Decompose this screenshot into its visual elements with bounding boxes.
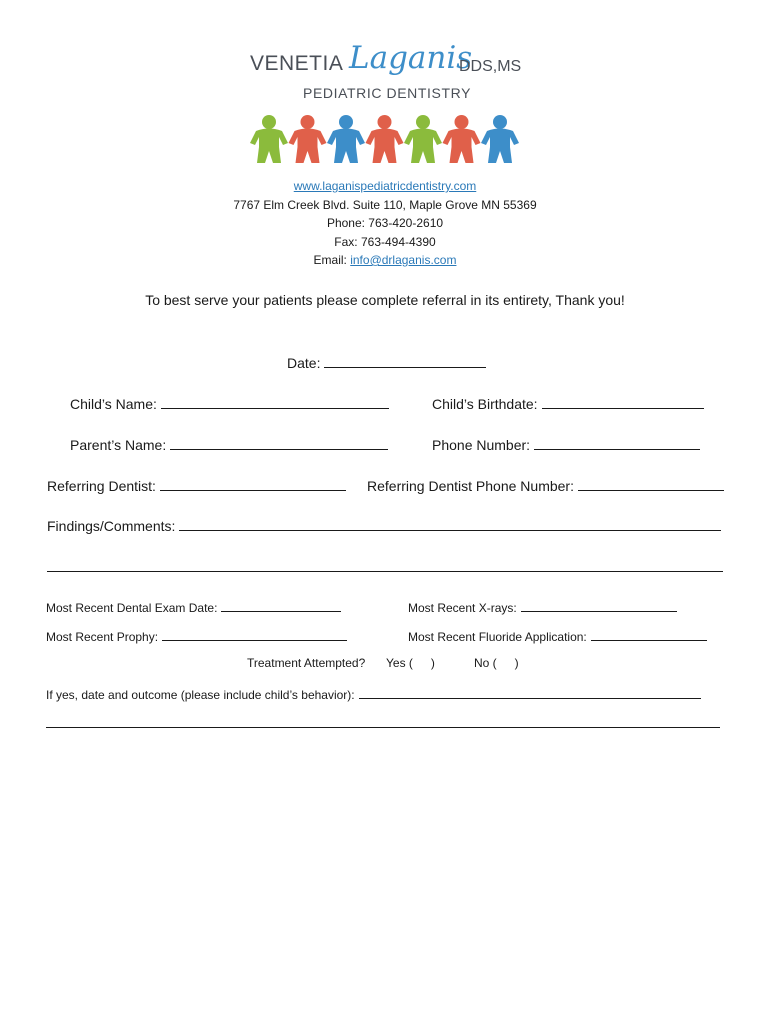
logo-person-figure xyxy=(404,115,442,163)
recent-fluoride-field[interactable] xyxy=(408,627,707,644)
phone-number-label: Phone Number: xyxy=(432,437,531,453)
findings-label: Findings/Comments: xyxy=(47,518,176,534)
recent-prophy-field[interactable] xyxy=(46,627,347,644)
findings-blank[interactable] xyxy=(179,517,721,531)
childs-birthdate-blank[interactable] xyxy=(542,395,704,409)
date-field[interactable] xyxy=(287,354,486,371)
if-yes-label: If yes, date and outcome (please include child’s behavior): xyxy=(46,688,355,702)
no-label: No ( xyxy=(474,656,497,670)
parents-name-blank[interactable] xyxy=(170,436,388,450)
parents-name-field[interactable] xyxy=(70,436,388,453)
logo-person-figure xyxy=(443,115,481,163)
yes-option[interactable] xyxy=(386,656,435,670)
logo-person-figure xyxy=(481,115,519,163)
parents-name-label: Parent’s Name: xyxy=(70,437,167,453)
recent-exam-label: Most Recent Dental Exam Date: xyxy=(46,601,218,615)
address: 7767 Elm Creek Blvd. Suite 110, Maple Grove MN 55369 xyxy=(233,198,537,212)
logo-name-last: Laganis xyxy=(349,40,473,76)
no-close: ) xyxy=(514,656,519,670)
recent-prophy-label: Most Recent Prophy: xyxy=(46,630,159,644)
treatment-attempted-row xyxy=(247,656,365,670)
recent-fluoride-label: Most Recent Fluoride Application: xyxy=(408,630,587,644)
email-row xyxy=(0,253,770,267)
if-yes-field[interactable] xyxy=(46,685,701,702)
phone: Phone: 763-420-2610 xyxy=(326,216,444,230)
recent-xrays-label: Most Recent X-rays: xyxy=(408,601,517,615)
logo-person-figure xyxy=(366,115,404,163)
email-link[interactable]: info@drlaganis.com xyxy=(350,253,457,267)
recent-exam-field[interactable] xyxy=(46,598,341,615)
referring-dentist-phone-field[interactable] xyxy=(367,477,724,494)
findings-extra-line[interactable] xyxy=(47,571,723,572)
findings-field[interactable] xyxy=(47,517,721,534)
phone-number-field[interactable] xyxy=(432,436,700,453)
referring-dentist-field[interactable] xyxy=(47,477,346,494)
logo-credentials: DDS,MS xyxy=(459,58,522,75)
referring-dentist-label: Referring Dentist: xyxy=(47,478,156,494)
email-label: Email: xyxy=(313,253,351,267)
childs-name-field[interactable] xyxy=(70,395,389,412)
if-yes-extra-line[interactable] xyxy=(46,727,720,728)
recent-exam-blank[interactable] xyxy=(221,598,341,612)
date-blank[interactable] xyxy=(324,354,486,368)
childs-name-label: Child’s Name: xyxy=(70,396,157,412)
childs-birthdate-label: Child’s Birthdate: xyxy=(432,396,538,412)
logo-person-figure xyxy=(289,115,327,163)
date-label: Date: xyxy=(287,355,321,371)
logo-person-figure xyxy=(250,115,288,163)
recent-prophy-blank[interactable] xyxy=(162,627,347,641)
logo-people-icon xyxy=(248,113,523,165)
logo-person-figure xyxy=(327,115,365,163)
if-yes-blank[interactable] xyxy=(359,685,701,699)
logo-subtitle: PEDIATRIC DENTISTRY xyxy=(303,85,472,101)
no-option[interactable] xyxy=(474,656,519,670)
intro-text: To best serve your patients please complete referral in its entirety, Thank you! xyxy=(145,292,625,308)
logo-name-first: VENETIA xyxy=(250,52,344,75)
yes-label: Yes ( xyxy=(386,656,413,670)
treatment-attempted-label: Treatment Attempted? xyxy=(247,656,366,670)
referring-dentist-phone-blank[interactable] xyxy=(578,477,724,491)
recent-xrays-field[interactable] xyxy=(408,598,677,615)
referring-dentist-blank[interactable] xyxy=(160,477,346,491)
yes-close: ) xyxy=(430,656,435,670)
phone-number-blank[interactable] xyxy=(534,436,700,450)
recent-xrays-blank[interactable] xyxy=(521,598,677,612)
fax: Fax: 763-494-4390 xyxy=(334,235,436,249)
childs-name-blank[interactable] xyxy=(161,395,389,409)
recent-fluoride-blank[interactable] xyxy=(591,627,707,641)
website-link[interactable]: www.laganispediatricdentistry.com xyxy=(293,179,477,193)
childs-birthdate-field[interactable] xyxy=(432,395,704,412)
referring-dentist-phone-label: Referring Dentist Phone Number: xyxy=(367,478,574,494)
